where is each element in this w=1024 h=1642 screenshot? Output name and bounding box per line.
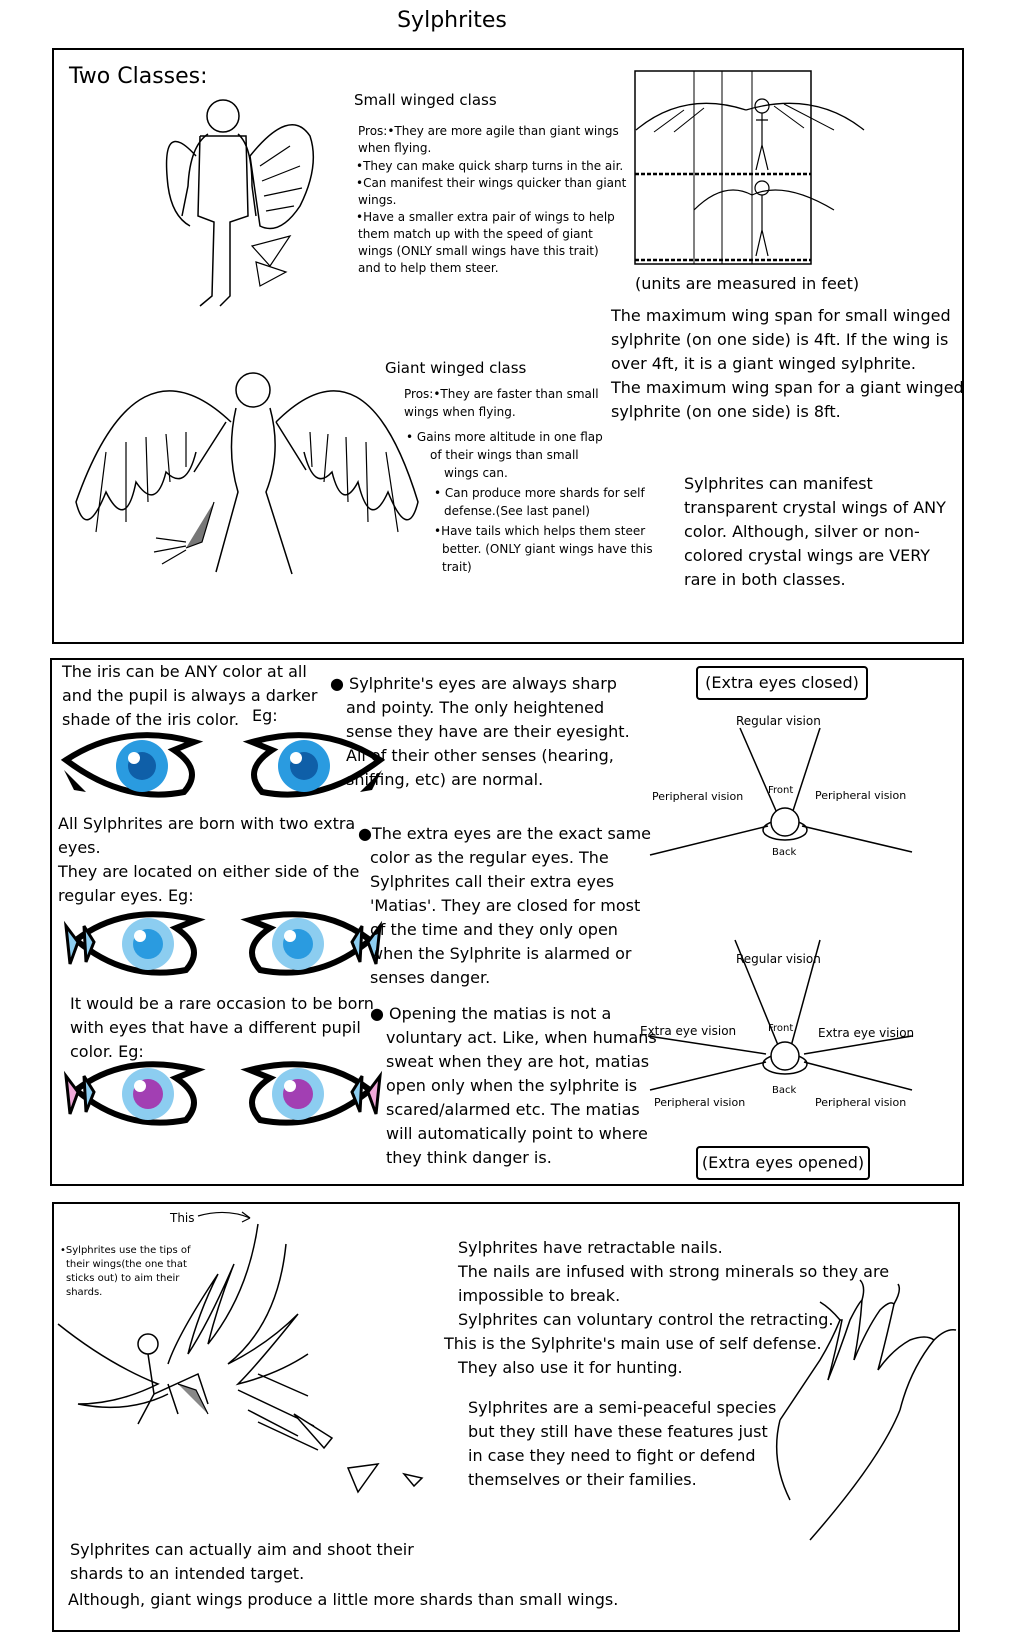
peaceful-line: Sylphrites are a semi-peaceful species bbox=[468, 1398, 777, 1417]
span-line: sylphrite (on one side) is 8ft. bbox=[611, 402, 841, 421]
opening-line: ● Opening the matias is not a bbox=[370, 1004, 612, 1023]
extra-eye-example-left bbox=[66, 906, 216, 982]
iris-line: shade of the iris color. bbox=[62, 710, 240, 729]
small-pros-line: and to help them steer. bbox=[358, 261, 499, 275]
opening-line: will automatically point to where bbox=[386, 1124, 648, 1143]
tips-line: shards. bbox=[66, 1287, 103, 1298]
tips-line: their wings(the one that bbox=[66, 1259, 187, 1270]
nails-line: impossible to break. bbox=[458, 1286, 621, 1305]
eye-example-left bbox=[64, 730, 214, 800]
eg-label: Eg: bbox=[252, 706, 278, 725]
aim-line: Sylphrites can actually aim and shoot their bbox=[70, 1540, 414, 1559]
back-label: Back bbox=[772, 1085, 797, 1096]
small-pros-line: wings. bbox=[358, 193, 397, 207]
rare-eye-example-right bbox=[230, 1056, 380, 1132]
small-pros-line: •Have a smaller extra pair of wings to help bbox=[356, 210, 615, 224]
nails-line: This is the Sylphrite's main use of self defense. bbox=[444, 1334, 822, 1353]
iris-line: The iris can be ANY color at all bbox=[62, 662, 307, 681]
matias-line: senses danger. bbox=[370, 968, 491, 987]
back-label: Back bbox=[772, 847, 797, 858]
matias-line: 'Matias'. They are closed for most bbox=[370, 896, 641, 915]
matias-line: ●The extra eyes are the exact same bbox=[358, 824, 652, 843]
peaceful-line: in case they need to fight or defend bbox=[468, 1446, 756, 1465]
crystal-line: color. Although, silver or non- bbox=[684, 522, 920, 541]
matias-line: of the time and they only open bbox=[370, 920, 618, 939]
extra-born-line: regular eyes. Eg: bbox=[58, 886, 194, 905]
small-winged-figure bbox=[160, 96, 340, 326]
opening-line: sweat when they are hot, matias bbox=[386, 1052, 650, 1071]
peaceful-line: themselves or their families. bbox=[468, 1470, 697, 1489]
giant-pros-line: trait) bbox=[442, 560, 472, 574]
nails-line: The nails are infused with strong minerals so they are bbox=[458, 1262, 890, 1281]
giant-pros-line: of their wings than small bbox=[430, 448, 579, 462]
small-pros-line: •They can make quick sharp turns in the air. bbox=[356, 159, 624, 173]
opening-line: scared/alarmed etc. The matias bbox=[386, 1100, 640, 1119]
small-pros-line: wings (ONLY small wings have this trait) bbox=[358, 244, 599, 258]
matias-line: color as the regular eyes. The bbox=[370, 848, 609, 867]
giant-winged-figure bbox=[66, 342, 436, 602]
peripheral-right-label: Peripheral vision bbox=[815, 789, 907, 802]
giant-pros-line: better. (ONLY giant wings have this bbox=[442, 542, 653, 556]
tips-line: sticks out) to aim their bbox=[66, 1273, 180, 1284]
sharp-line: All of their other senses (hearing, bbox=[346, 746, 614, 765]
front-label: Front bbox=[768, 1023, 794, 1034]
extra-eyes-closed-label: (Extra eyes closed) bbox=[696, 666, 868, 700]
opening-line: they think danger is. bbox=[386, 1148, 552, 1167]
nails-line: Sylphrites can voluntary control the retracting. bbox=[458, 1310, 834, 1329]
peripheral-right-label: Peripheral vision bbox=[815, 1096, 907, 1109]
small-winged-title: Small winged class bbox=[354, 91, 497, 109]
sharp-line: sense they have are their eyesight. bbox=[346, 722, 630, 741]
regular-vision-label: Regular vision bbox=[736, 952, 821, 966]
page-title: Sylphrites bbox=[397, 8, 507, 33]
giant-pros-line: • Gains more altitude in one flap bbox=[406, 430, 603, 444]
two-classes-heading: Two Classes: bbox=[69, 64, 208, 89]
extra-born-line: All Sylphrites are born with two extra bbox=[58, 814, 356, 833]
aim-line: shards to an intended target. bbox=[70, 1564, 305, 1583]
rare-line: It would be a rare occasion to be born bbox=[70, 994, 374, 1013]
sharp-line: sniffing, etc) are normal. bbox=[346, 770, 544, 789]
units-note: (units are measured in feet) bbox=[635, 274, 860, 293]
giant-pros-line: defense.(See last panel) bbox=[444, 504, 590, 518]
small-pros-line: them match up with the speed of giant bbox=[358, 227, 593, 241]
opening-line: open only when the sylphrite is bbox=[386, 1076, 638, 1095]
small-pros-line: •Can manifest their wings quicker than giant bbox=[356, 176, 627, 190]
extra-eye-example-right bbox=[230, 906, 380, 982]
this-label: This bbox=[170, 1211, 195, 1225]
sharp-line: and pointy. The only heightened bbox=[346, 698, 605, 717]
small-pros-line: Pros:•They are more agile than giant wings bbox=[358, 124, 619, 138]
span-line: The maximum wing span for a giant winged bbox=[611, 378, 964, 397]
aim-line: Although, giant wings produce a little more shards than small wings. bbox=[68, 1590, 619, 1609]
rare-line: color. Eg: bbox=[70, 1042, 144, 1061]
clawed-hand bbox=[770, 1300, 960, 1550]
sharp-line: ● Sylphrite's eyes are always sharp bbox=[330, 674, 617, 693]
rare-eye-example-left bbox=[66, 1056, 216, 1132]
giant-pros-line: wings when flying. bbox=[404, 405, 516, 419]
extra-born-line: They are located on either side of the bbox=[58, 862, 360, 881]
small-pros-line: when flying. bbox=[358, 141, 432, 155]
giant-pros-line: •Have tails which helps them steer bbox=[434, 524, 646, 538]
opening-line: voluntary act. Like, when humans bbox=[386, 1028, 657, 1047]
tips-line: •Sylphrites use the tips of bbox=[60, 1245, 191, 1256]
giant-pros-line: wings can. bbox=[444, 466, 508, 480]
span-line: over 4ft, it is a giant winged sylphrite. bbox=[611, 354, 916, 373]
giant-pros-line: Pros:•They are faster than small bbox=[404, 387, 599, 401]
extra-vision-left-label: Extra eye vision bbox=[640, 1024, 737, 1038]
giant-pros-line: • Can produce more shards for self bbox=[434, 486, 645, 500]
flying-sylphrite bbox=[58, 1214, 478, 1504]
nails-line: Sylphrites have retractable nails. bbox=[458, 1238, 723, 1257]
peaceful-line: but they still have these features just bbox=[468, 1422, 768, 1441]
rare-line: with eyes that have a different pupil bbox=[70, 1018, 361, 1037]
extra-eyes-opened-label: (Extra eyes opened) bbox=[696, 1146, 870, 1180]
extra-vision-right-label: Extra eye vision bbox=[818, 1026, 915, 1040]
span-line: sylphrite (on one side) is 4ft. If the wing is bbox=[611, 330, 949, 349]
giant-winged-title: Giant winged class bbox=[385, 359, 527, 377]
span-line: The maximum wing span for small winged bbox=[611, 306, 951, 325]
extra-born-line: eyes. bbox=[58, 838, 101, 857]
crystal-line: transparent crystal wings of ANY bbox=[684, 498, 946, 517]
crystal-line: Sylphrites can manifest bbox=[684, 474, 873, 493]
crystal-line: rare in both classes. bbox=[684, 570, 846, 589]
crystal-line: colored crystal wings are VERY bbox=[684, 546, 931, 565]
front-label: Front bbox=[768, 785, 794, 796]
matias-line: when the Sylphrite is alarmed or bbox=[370, 944, 632, 963]
nails-line: They also use it for hunting. bbox=[458, 1358, 683, 1377]
peripheral-left-label: Peripheral vision bbox=[654, 1096, 746, 1109]
iris-line: and the pupil is always a darker bbox=[62, 686, 318, 705]
regular-vision-label: Regular vision bbox=[736, 714, 821, 728]
matias-line: Sylphrites call their extra eyes bbox=[370, 872, 615, 891]
wing-span-grid bbox=[634, 70, 814, 266]
peripheral-left-label: Peripheral vision bbox=[652, 790, 744, 803]
